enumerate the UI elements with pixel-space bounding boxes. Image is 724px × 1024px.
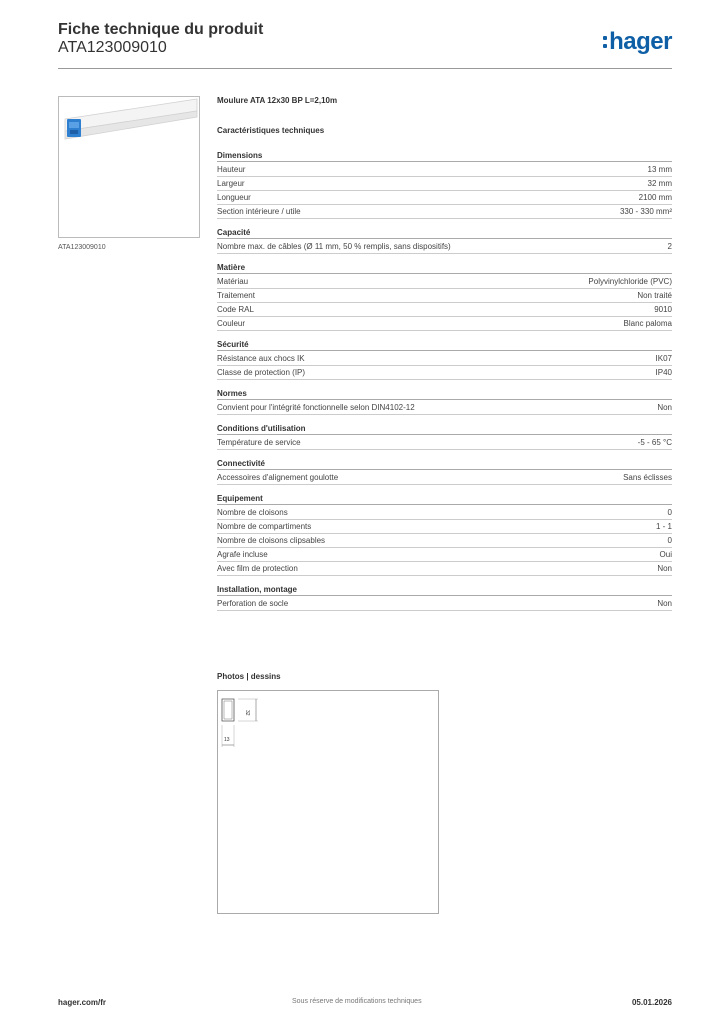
spec-section	[217, 423, 672, 450]
spec-value: Non	[657, 564, 672, 573]
spec-section	[217, 493, 672, 576]
spec-value: Non traité	[637, 291, 672, 300]
spec-value: 13 mm	[647, 165, 672, 174]
spec-row	[217, 366, 672, 380]
spec-label: Nombre max. de câbles (Ø 11 mm, 50 % remplis, sans dispositifs)	[217, 242, 451, 251]
spec-section-title: Sécurité	[217, 339, 672, 351]
product-name: Moulure ATA 12x30 BP L=2,10m	[217, 96, 338, 105]
spec-row	[217, 177, 672, 191]
specifications-heading: Caractéristiques techniques	[217, 126, 325, 135]
spec-section-title: Connectivité	[217, 458, 672, 470]
spec-label: Agrafe incluse	[217, 550, 268, 559]
spec-label: Traitement	[217, 291, 255, 300]
spec-row	[217, 289, 672, 303]
spec-value: 330 - 330 mm²	[619, 207, 672, 216]
footer-website[interactable]: hager.com/fr	[58, 998, 107, 1007]
spec-value: 2	[667, 242, 672, 251]
spec-value: Sans éclisses	[623, 473, 672, 482]
spec-section	[217, 227, 672, 254]
spec-row	[217, 401, 672, 415]
spec-row	[217, 562, 672, 576]
spec-label: Matériau	[217, 277, 249, 286]
spec-row	[217, 352, 672, 366]
spec-section-title: Matière	[217, 262, 672, 274]
product-image-caption: ATA123009010	[58, 244, 106, 251]
spec-value: Non	[657, 403, 672, 412]
spec-row	[217, 534, 672, 548]
spec-row	[217, 471, 672, 485]
spec-value: Non	[657, 599, 672, 608]
spec-label: Couleur	[217, 319, 246, 328]
spec-row	[217, 597, 672, 611]
spec-section-title: Capacité	[217, 227, 672, 239]
spec-section-title: Dimensions	[217, 150, 672, 162]
spec-row	[217, 240, 672, 254]
spec-row	[217, 163, 672, 177]
spec-row	[217, 205, 672, 219]
spec-label: Résistance aux chocs IK	[217, 354, 305, 363]
photos-heading: Photos | dessins	[217, 672, 281, 681]
spec-section	[217, 262, 672, 331]
footer-date: 05.01.2026	[631, 998, 672, 1007]
header-divider	[58, 68, 672, 69]
logo-text: hager	[609, 28, 672, 55]
spec-value: -5 - 65 °C	[637, 438, 672, 447]
spec-row	[217, 191, 672, 205]
spec-value: 0	[667, 536, 672, 545]
specification-sections	[217, 150, 672, 611]
logo-colon-icon	[603, 34, 607, 50]
spec-section-title: Equipement	[217, 493, 672, 505]
spec-value: IP40	[655, 368, 672, 377]
footer-disclaimer: Sous réserve de modifications techniques	[292, 998, 422, 1005]
product-reference-header: ATA123009010	[58, 39, 167, 56]
page-title: Fiche technique du produit	[58, 21, 264, 38]
spec-value: 1 - 1	[655, 522, 672, 531]
spec-row	[217, 275, 672, 289]
spec-label: Avec film de protection	[217, 564, 298, 573]
spec-value: IK07	[655, 354, 672, 363]
spec-section	[217, 584, 672, 611]
spec-row	[217, 436, 672, 450]
spec-row	[217, 520, 672, 534]
spec-label: Code RAL	[217, 305, 254, 314]
spec-label: Perforation de socle	[217, 599, 289, 608]
spec-section	[217, 339, 672, 380]
spec-value: 9010	[654, 305, 672, 314]
spec-label: Accessoires d'alignement goulotte	[217, 473, 339, 482]
hager-logo	[603, 28, 672, 56]
spec-row	[217, 506, 672, 520]
trunking-product-photo-icon	[59, 97, 199, 237]
spec-section	[217, 458, 672, 485]
spec-label: Nombre de compartiments	[217, 522, 312, 531]
spec-value: 2100 mm	[638, 193, 672, 202]
spec-value: Blanc paloma	[623, 319, 672, 328]
spec-label: Classe de protection (IP)	[217, 368, 306, 377]
spec-label: Nombre de cloisons clipsables	[217, 536, 326, 545]
spec-value: Polyvinylchloride (PVC)	[588, 277, 672, 286]
spec-section	[217, 150, 672, 219]
spec-label: Température de service	[217, 438, 301, 447]
spec-row	[217, 317, 672, 331]
dimension-width-label: 32	[244, 710, 250, 716]
product-image	[58, 96, 200, 238]
spec-row	[217, 548, 672, 562]
spec-section-title: Conditions d'utilisation	[217, 423, 672, 435]
trunking-section-drawing-icon	[218, 691, 438, 913]
spec-section-title: Installation, montage	[217, 584, 672, 596]
spec-label: Largeur	[217, 179, 245, 188]
spec-section-title: Normes	[217, 388, 672, 400]
spec-value: Oui	[659, 550, 672, 559]
spec-label: Section intérieure / utile	[217, 207, 301, 216]
spec-label: Hauteur	[217, 165, 246, 174]
spec-section	[217, 388, 672, 415]
spec-row	[217, 303, 672, 317]
spec-label: Nombre de cloisons	[217, 508, 288, 517]
spec-value: 0	[667, 508, 672, 517]
technical-drawing	[217, 690, 439, 914]
spec-label: Convient pour l'intégrité fonctionnelle selon DIN4102-12	[217, 403, 415, 412]
dimension-height-label: 13	[224, 737, 230, 743]
spec-value: 32 mm	[647, 179, 672, 188]
product-specifications	[217, 96, 672, 619]
spec-label: Longueur	[217, 193, 251, 202]
